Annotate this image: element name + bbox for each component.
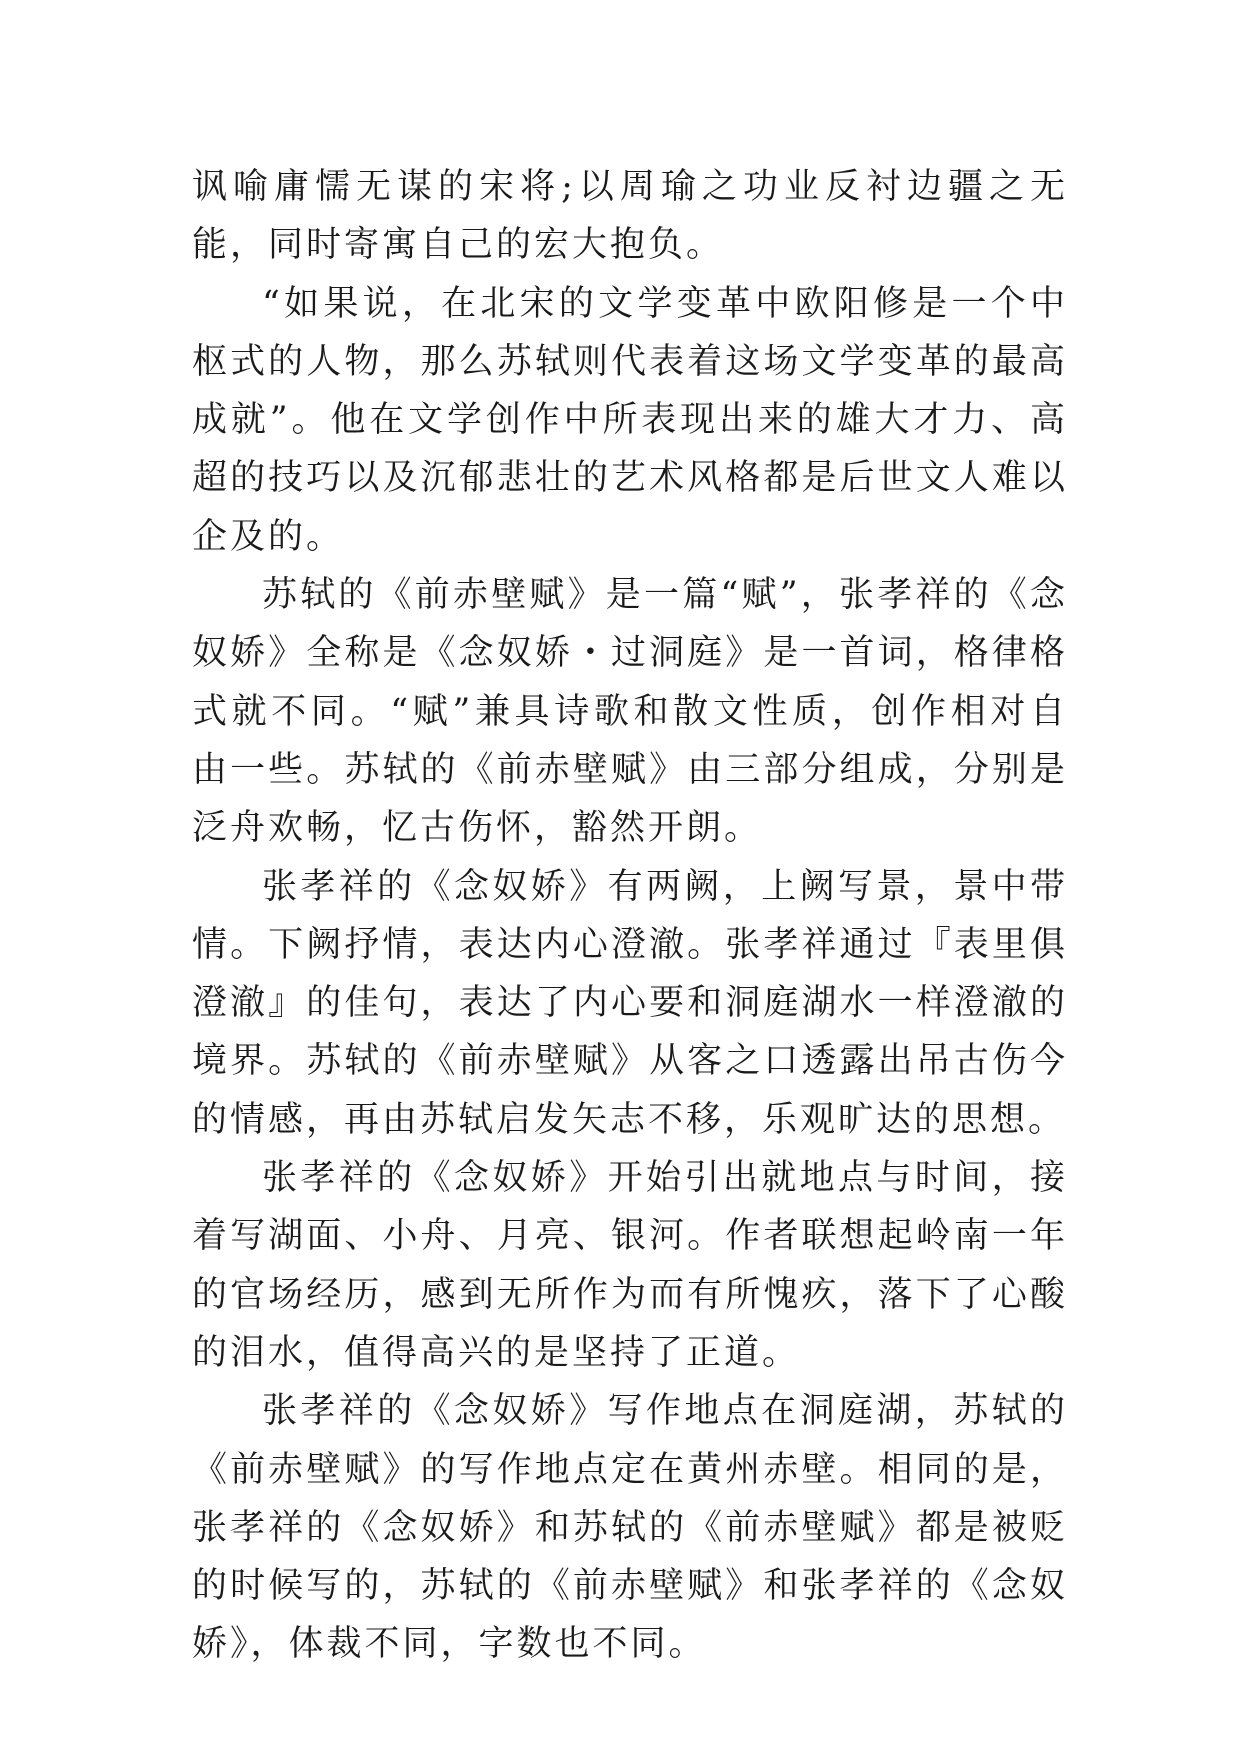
paragraph-3: 苏轼的《前赤壁赋》是一篇“赋”，张孝祥的《念奴娇》全称是《念奴娇・过洞庭》是一首词，格律格式就不同。“赋”兼具诗歌和散文性质，创作相对自由一些。苏轼的《前赤壁赋》由三部分组成，分别是泛舟欢畅，忆古伤怀，豁然开朗。 [192,575,1068,849]
paragraph-6: 张孝祥的《念奴娇》写作地点在洞庭湖，苏轼的《前赤壁赋》的写作地点定在黄州赤壁。相同的是，张孝祥的《念奴娇》和苏轼的《前赤壁赋》都是被贬的时候写的，苏轼的《前赤壁赋》和张孝祥的《念奴娇》，体裁不同，字数也不同。 [192,1391,1068,1665]
paragraph-2: “如果说，在北宋的文学变革中欧阳修是一个中枢式的人物，那么苏轼则代表着这场文学变革的最高成就”。他在文学创作中所表现出来的雄大才力、高超的技巧以及沉郁悲壮的艺术风格都是后世文人难以企及的。 [192,283,1068,557]
paragraph-1: 讽喻庸懦无谋的宋将;以周瑜之功业反衬边疆之无能，同时寄寓自己的宏大抱负。 [192,167,1068,266]
paragraph-4: 张孝祥的《念奴娇》有两阙，上阙写景，景中带情。下阙抒情，表达内心澄澈。张孝祥通过『表里俱澄澈』的佳句，表达了内心要和洞庭湖水一样澄澈的境界。苏轼的《前赤壁赋》从客之口透露出吊古伤今的情感，再由苏轼启发矢志不移，乐观旷达的思想。 [192,866,1068,1140]
paragraph-5: 张孝祥的《念奴娇》开始引出就地点与时间，接着写湖面、小舟、月亮、银河。作者联想起岭南一年的官场经历，感到无所作为而有所愧疚，落下了心酸的泪水，值得高兴的是坚持了正道。 [192,1158,1068,1373]
body-text [192,158,1068,1674]
